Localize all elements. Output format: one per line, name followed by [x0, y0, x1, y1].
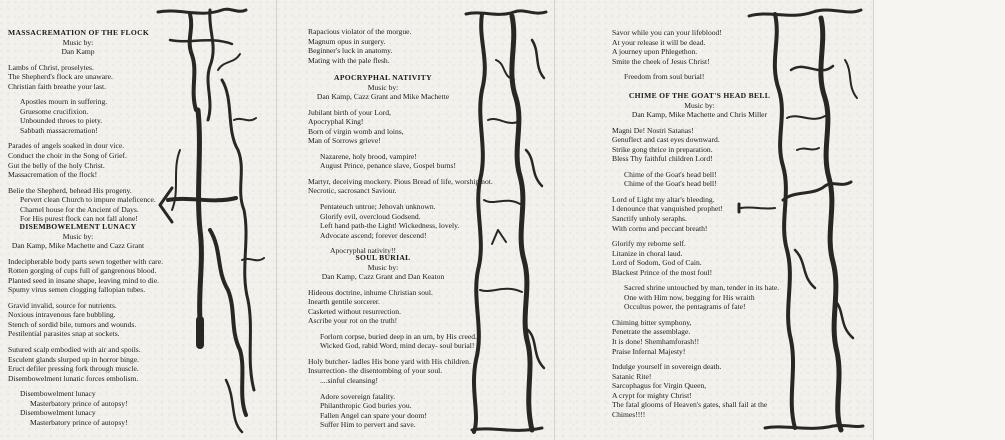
- lyric-line: Rotten gorging of cups full of gangrenous blood.: [8, 266, 157, 276]
- lyric-line: I denounce that vanquished prophet!: [612, 204, 723, 214]
- lyric-line: Unbounded throes to piety.: [20, 116, 103, 126]
- lyric-line: Pentateuch untrue; Jehovah unknown.: [320, 202, 436, 212]
- lyric-line: Disembowelment lunacy: [20, 389, 96, 399]
- song-chime-of-the-goats-head-bell: [612, 91, 812, 419]
- lyric-line: Penetrate the assemblage.: [612, 327, 691, 337]
- lyric-line: Sacred shrine untouched by man, tender in its hate.: [624, 283, 780, 293]
- lyric-line: Apocryphal King!: [308, 117, 364, 127]
- lyric-line: Litanize in choral laud.: [612, 248, 683, 258]
- lyric-line: Nazarene, holy brood, vampire!: [320, 151, 417, 161]
- lyric-line: Lord of Sodom, God of Cain.: [612, 258, 702, 268]
- lyric-line: Belie the Shepherd, behead His progeny.: [8, 185, 132, 195]
- lyric-line: Glorify my reborne self.: [612, 239, 686, 249]
- lyric-line: Charnel house for the Ancient of Days.: [20, 204, 139, 214]
- lyric-line: Born of virgin womb and loins,: [308, 126, 404, 136]
- lyric-line: Stench of sordid bile, tumors and wounds.: [8, 319, 137, 329]
- lyric-line: Masterbatory prince of autopsy!: [30, 417, 128, 427]
- composer-credit: Dan Kamp, Cazz Grant and Mike Machette: [316, 92, 450, 102]
- music-by-label: Music by:: [367, 82, 399, 92]
- lyric-line: Massacremation of the flock!: [8, 170, 98, 180]
- lyric-line: August Prince, penance slave, Gospel burns!: [320, 161, 457, 171]
- lyric-line: Apocryphal nativity!!: [330, 246, 397, 256]
- composer-credit: Dan Kamp, Mike Machette and Cazz Grant: [11, 241, 145, 251]
- lyric-line: Jubilant birth of your Lord,: [308, 107, 391, 117]
- composer-credit: Dan Kamp: [61, 47, 95, 57]
- lyric-line: With cornu and peccant breath!: [612, 223, 708, 233]
- lyric-line: Genuflect and cast eyes downward.: [612, 135, 720, 145]
- music-by-label: Music by:: [367, 262, 399, 272]
- lyric-line: Blackest Prince of the most foul!: [612, 267, 713, 277]
- lyric-line: Rapacious violator of the morgue.: [308, 27, 412, 36]
- lyric-line: Spumy virus semen clogging fallopian tubes.: [8, 285, 146, 295]
- lyric-line: Christian faith breathe your last.: [8, 81, 107, 91]
- lyric-line: Satanic Rite!: [612, 371, 652, 381]
- lyric-line: A journey upon Phlegethon.: [612, 47, 698, 57]
- lyric-line: Magni De! Nostri Satanas!: [612, 125, 694, 135]
- lyric-line: Chimes!!!!: [612, 409, 646, 419]
- lyric-line: It is done! Shemhamforash!!: [612, 337, 700, 347]
- song-title: DISEMBOWELMENT LUNACY: [19, 222, 137, 231]
- lyric-line: Lord of Light my altar's bleeding.: [612, 194, 715, 204]
- blank-panel: [874, 0, 1005, 440]
- lyric-line: Occultus power, the pentagrams of fate!: [624, 302, 746, 312]
- lyric-line: Lambs of Christ, proselytes.: [8, 62, 94, 72]
- lyric-line: Chime of the Goat's head bell!: [624, 179, 717, 189]
- composer-credit: Dan Kamp, Cazz Grant and Dan Keaton: [321, 272, 445, 282]
- song-title: MASSACREMATION OF THE FLOCK: [8, 28, 150, 37]
- lyric-line: Freedom from soul burial!: [624, 72, 705, 82]
- lyric-line: Forlorn corpse, buried deep in an urn, by His creed.: [320, 331, 477, 341]
- lyric-line: Left hand path-the Light! Wickedness, lovely.: [320, 221, 460, 231]
- lyric-line: Ascribe your rot on the truth!: [308, 316, 398, 326]
- lyric-line: Savor while you can your lifeblood!: [612, 28, 722, 37]
- lyric-line: One with Him now, begging for His wraith: [624, 292, 755, 302]
- lyric-line: Noxious intravenous fare bubbling.: [8, 310, 116, 320]
- song-title: APOCRYPHAL NATIVITY: [334, 73, 432, 82]
- lyric-line: Suffer Him to pervert and save.: [320, 420, 416, 430]
- lyric-line: Indulge yourself in sovereign death.: [612, 362, 722, 372]
- lyric-line: Chiming bitter symphony,: [612, 317, 692, 327]
- lyric-line: For His purest flock can not fall alone!: [20, 214, 138, 224]
- lyric-line: Wicked God, rabid Word, mind decay- soul burial!: [320, 341, 475, 351]
- lyric-line: ....sinful cleansing!: [320, 376, 378, 386]
- lyric-line: Martyr, deceiving mockery. Pious Bread of life, worship not.: [308, 176, 493, 186]
- lyric-line: Insurrection- the disentombing of your soul.: [308, 366, 443, 376]
- lyric-line: Hideous doctrine, inhume Christian soul.: [308, 287, 433, 297]
- lyric-line: A crypt for mighty Christ!: [612, 390, 692, 400]
- song-title: CHIME OF THE GOAT'S HEAD BELL: [628, 91, 771, 100]
- lyric-line: Eruct defiler pressing fork through muscle.: [8, 364, 139, 374]
- lyric-line: Pervert clean Church to impure maleficence.: [20, 195, 156, 205]
- lyric-line: Sanctify unholy seraphs.: [612, 214, 687, 224]
- lyric-line: Masterbatory prince of autopsy!: [30, 398, 128, 408]
- lyrics-continuation: [612, 28, 762, 82]
- lyric-line: Planted seed in insane shape, leaving mind to die.: [8, 275, 159, 285]
- lyric-line: Philanthropic God buries you.: [320, 401, 412, 411]
- song-disembowelment-lunacy: [8, 222, 188, 427]
- lyric-line: Disembowelment lunatic forces embolism.: [8, 373, 139, 383]
- lyric-line: Sarcophagus for Virgin Queen,: [612, 381, 707, 391]
- song-massacremation-of-the-flock: [8, 28, 156, 224]
- lyric-line: At your release it will be dead.: [612, 37, 706, 47]
- lyric-line: Strike gong thrice in preparation.: [612, 144, 713, 154]
- music-by-label: Music by:: [684, 100, 715, 110]
- lyrics-continuation: [308, 27, 468, 65]
- lyric-line: Glorify evil, overcloud Godsend.: [320, 211, 421, 221]
- lyric-line: Gruesome crucifixion.: [20, 106, 89, 116]
- song-title: SOUL BURIAL: [355, 253, 411, 262]
- lyric-line: Holy butcher- ladles His bone yard with His children.: [308, 356, 471, 366]
- lyric-line: Bless Thy faithful children Lord!: [612, 154, 713, 164]
- lyric-line: Casketed without resurrection.: [308, 306, 401, 316]
- lyric-line: Esculent glands slurped up in horror binge.: [8, 354, 139, 364]
- music-by-label: Music by:: [62, 231, 94, 241]
- lyric-line: Chime of the Goat's head bell!: [624, 169, 717, 179]
- lyric-line: Necrotic, sacrosanct Saviour.: [308, 186, 397, 196]
- lyric-line: Gravid invalid, source for nutrients.: [8, 300, 117, 310]
- lyric-line: The fatal glooms of Heaven's gates, shall fail at the: [612, 400, 768, 410]
- lyric-line: Man of Sorrows grieve!: [308, 136, 381, 146]
- lyric-line: Parades of angels soaked in dour vice.: [8, 141, 125, 151]
- lyric-line: Conduct the choir in the Song of Grief.: [8, 151, 127, 161]
- lyric-line: Adore sovereign fatality.: [320, 391, 396, 401]
- lyric-line: Mating with the pale flesh.: [308, 55, 390, 65]
- lyric-line: Praise Infernal Majesty!: [612, 346, 686, 356]
- lyric-line: Sabbath massacremation!: [20, 125, 98, 135]
- lyric-line: Advocate ascend; forever descend!: [320, 230, 427, 240]
- music-by-label: Music by:: [62, 37, 94, 47]
- lyric-line: Apostles mourn in suffering.: [20, 97, 108, 107]
- composer-credit: Dan Kamp, Mike Machette and Chris Miller: [631, 110, 768, 120]
- lyric-line: Beginner's luck in anatomy.: [308, 46, 393, 56]
- lyric-line: Inearth gentile sorcerer.: [308, 297, 380, 307]
- lyric-line: Smite the cheek of Jesus Christ!: [612, 56, 710, 66]
- lyric-line: Gut the belly of the holy Christ.: [8, 160, 105, 170]
- lyric-line: Disembowelment lunacy: [20, 408, 96, 418]
- lyric-line: Sutured scalp embodied with air and spoils.: [8, 345, 141, 355]
- song-apocryphal-nativity: [308, 73, 493, 256]
- lyric-line: The Shepherd's flock are unaware.: [8, 72, 113, 82]
- lyric-line: Pestilential parasites snap at sockets.: [8, 329, 120, 339]
- lyric-line: Magnum opus in surgery.: [308, 36, 386, 46]
- lyric-line: Fallen Angel can spare your doom!: [320, 410, 427, 420]
- song-soul-burial: [308, 253, 488, 430]
- lyric-line: Indecipherable body parts sewn together with care.: [8, 256, 163, 266]
